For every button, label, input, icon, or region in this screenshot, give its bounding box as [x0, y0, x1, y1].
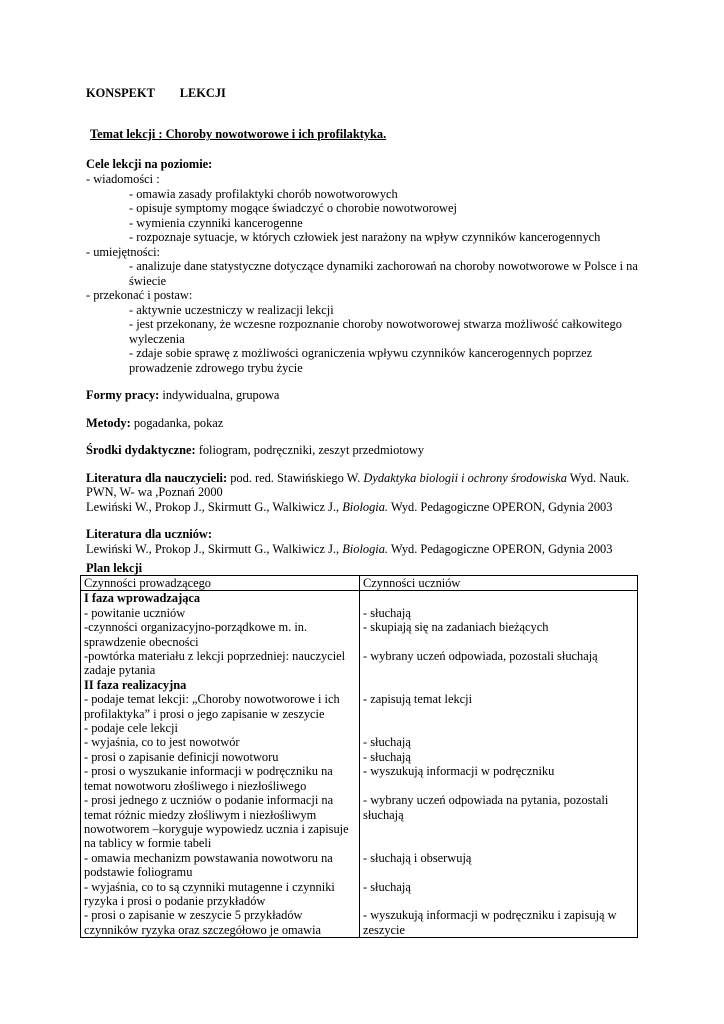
- student-activity: - skupiają się na zadaniach bieżących: [363, 620, 549, 635]
- teacher-activity: sprawdzenie obecności: [84, 634, 199, 649]
- teacher-activity: temat różnic miedzy złośliwym i niezłośliwym: [84, 807, 317, 822]
- teacher-literature: [86, 471, 646, 486]
- work-forms-value: indywidualna, grupowa: [159, 388, 280, 402]
- goal-attitude-3: - zdaje sobie sprawę z możliwości ograniczenia wpływu czynników kancerogennych poprzez: [129, 346, 593, 360]
- goals-heading: Cele lekcji na poziomie:: [86, 157, 213, 171]
- student-activity: zeszycie: [363, 922, 405, 937]
- column-header-students: Czynności uczniów: [360, 576, 638, 591]
- teacher-activity: podstawie foliogramu: [84, 865, 193, 880]
- goal-attitude-2: - jest przekonany, że wczesne rozpoznanie choroby nowotworowej stwarza możliwość całkowitego: [129, 317, 622, 331]
- student-activity: - słuchają i obserwują: [363, 850, 472, 865]
- student-activity: - wyszukują informacji w podręczniku: [363, 764, 555, 779]
- goal-knowledge-1: - omawia zasady profilaktyki chorób nowotworowych: [129, 186, 398, 201]
- work-forms: [86, 388, 646, 403]
- teacher-literature-ref1-publisher: Wyd. Nauk.: [566, 470, 630, 485]
- teacher-activity: - podaje temat lekcji: „Choroby nowotworowe i ich: [84, 692, 340, 707]
- teacher-literature-ref2-publisher: Wyd. Pedagogiczne OPERON, Gdynia 2003: [388, 499, 613, 514]
- goal-attitude-3-cont: prowadzenie zdrowego trybu życie: [129, 360, 303, 375]
- goal-attitude-1: - aktywnie uczestniczy w realizacji lekcji: [129, 302, 334, 317]
- teaching-means-label: Środki dydaktyczne:: [86, 443, 196, 457]
- teacher-literature-ref2-title: Biologia.: [342, 499, 389, 514]
- student-activity: słuchają: [363, 807, 404, 822]
- teacher-activity: -powtórka materiału z lekcji poprzedniej: nauczyciel: [84, 649, 346, 664]
- methods-label: Metody:: [86, 415, 131, 430]
- goals-knowledge-label: - wiadomości :: [86, 172, 160, 186]
- document-title: KONSPEKT LEKCJI: [86, 86, 226, 100]
- table-row: [81, 591, 638, 938]
- student-activity: - wyszukują informacji w podręczniku i zapisują w: [363, 908, 617, 923]
- teacher-literature-ref1-title: Dydaktyka biologii i ochrony środowiska: [363, 470, 567, 485]
- goal-skill-1-cont: świecie: [129, 273, 167, 288]
- student-activity: - wybrany uczeń odpowiada na pytania, pozostali: [363, 793, 609, 808]
- teaching-means-value: foliogram, podręczniki, zeszyt przedmiotowy: [195, 443, 425, 457]
- student-activity: - słuchają: [363, 749, 411, 764]
- teaching-means: [86, 443, 646, 458]
- student-activity: - zapisują temat lekcji: [363, 692, 473, 707]
- document-body: [86, 86, 646, 556]
- goals-skills-label: - umiejętności:: [86, 244, 160, 259]
- goal-knowledge-2: - opisuje symptomy mogące świadczyć o chorobie nowotworowej: [129, 201, 457, 215]
- teacher-literature-ref1-cont: PWN, W- wa ,Poznań 2000: [86, 485, 223, 499]
- plan-heading: Plan lekcji: [86, 561, 143, 575]
- teacher-literature-ref2: [86, 500, 646, 515]
- teacher-activity: zadaje pytania: [84, 663, 156, 678]
- student-literature-authors: Lewiński W., Prokop J., Skirmutt G., Walkiwicz J.,: [86, 541, 343, 556]
- teacher-activity: - podaje cele lekcji: [84, 721, 178, 736]
- student-activity: - słuchają: [363, 879, 411, 894]
- goal-skill-1: - analizuje dane statystyczne dotyczące dynamiki zachorowań na choroby nowotworowe w Polsce i na: [129, 259, 638, 273]
- teacher-literature-ref1: pod. red. Stawińskiego W.: [227, 470, 364, 485]
- student-activities-cell: [360, 591, 638, 938]
- goal-attitude-2-cont: wyleczenia: [129, 331, 185, 346]
- goal-knowledge-3: - wymienia czynniki kancerogenne: [129, 215, 303, 230]
- teacher-activity: - wyjaśnia, co to jest nowotwór: [84, 735, 240, 750]
- student-activity: - słuchają: [363, 735, 411, 750]
- goals-attitudes-label: - przekonać i postaw:: [86, 288, 193, 302]
- student-activity: - wybrany uczeń odpowiada, pozostali słuchają: [363, 649, 598, 664]
- student-activity: - słuchają: [363, 605, 411, 620]
- student-literature-publisher: Wyd. Pedagogiczne OPERON, Gdynia 2003: [388, 541, 613, 556]
- teacher-activity: profilaktyka” i prosi o jego zapisanie w zeszycie: [84, 706, 325, 721]
- teacher-activities-cell: [81, 591, 360, 938]
- teacher-activity: - prosi o zapisanie w zeszycie 5 przykładów: [84, 908, 303, 923]
- student-literature-label: Literatura dla uczniów:: [86, 527, 212, 541]
- table-header-row: [81, 576, 638, 591]
- phase-1-heading: I faza wprowadzająca: [84, 591, 201, 606]
- teacher-activity: - omawia mechanizm powstawania nowotworu na: [84, 850, 333, 865]
- methods-value: pogadanka, pokaz: [130, 415, 224, 430]
- teacher-activity: - wyjaśnia, co to są czynniki mutagenne i czynniki: [84, 879, 335, 894]
- teacher-activity: temat nowotworu złośliwego i niezłośliwego: [84, 778, 307, 793]
- column-header-teacher: Czynności prowadzącego: [81, 576, 360, 591]
- lesson-plan-table: [80, 575, 638, 938]
- teacher-activity: -czynności organizacyjno-porządkowe m. in.: [84, 620, 308, 635]
- work-forms-label: Formy pracy:: [86, 388, 160, 402]
- student-literature-label-line: [86, 527, 646, 542]
- teacher-activity: - powitanie uczniów: [84, 605, 186, 620]
- teacher-literature-ref2-authors: Lewiński W., Prokop J., Skirmutt G., Walkiwicz J.,: [86, 499, 343, 514]
- teacher-activity: czynników ryzyka oraz szczegółowo je omawia: [84, 922, 322, 937]
- goal-knowledge-4: - rozpoznaje sytuacje, w których człowiek jest narażony na wpływ czynników kancerogennych: [129, 230, 601, 244]
- teacher-activity: nowotworem –koryguje wypowiedz ucznia i zapisuje: [84, 821, 349, 836]
- student-literature-ref1: [86, 542, 646, 557]
- teacher-activity: - prosi jednego z uczniów o podanie informacji na: [84, 793, 334, 808]
- teacher-activity: na tablicy w formie tabeli: [84, 836, 212, 851]
- lesson-topic: Temat lekcji : Choroby nowotworowe i ich profilaktyka.: [90, 127, 387, 141]
- teacher-activity: - prosi o zapisanie definicji nowotworu: [84, 749, 279, 764]
- methods: [86, 416, 646, 431]
- teacher-literature-label: Literatura dla nauczycieli:: [86, 470, 228, 485]
- student-literature-title: Biologia.: [342, 541, 389, 556]
- teacher-activity: - prosi o wyszukanie informacji w podręczniku na: [84, 764, 333, 779]
- phase-2-heading: II faza realizacyjna: [84, 677, 187, 692]
- teacher-activity: ryzyka i prosi o podanie przykładów: [84, 893, 266, 908]
